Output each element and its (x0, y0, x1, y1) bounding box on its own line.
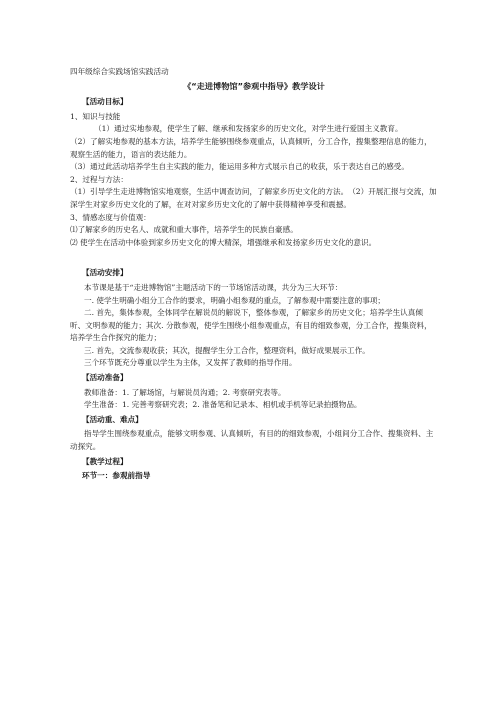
goals-item-2: （2）了解实地参观的基本方法，培养学生能够围绕参观重点，认真倾听，分工合作，搜集整理信息的能力，观察生活的能力，语言的表达能力。 (70, 136, 432, 159)
goals-item-3: （3）通过此活动培养学生自主实践的能力，能运用多种方式展示自己的收获，乐于表达自己的感受。 (70, 162, 409, 172)
goals-process: 2、过程与方法： (70, 174, 128, 184)
prep-student: 学生准备：1. 完善考察研究表；2. 准备笔和记录本、相机或手机等记录拍摄物品。 (84, 400, 362, 410)
document-body (70, 66, 438, 485)
heading-goals: 【活动目标】 (82, 97, 128, 107)
focus-text: 指导学生围绕参观重点，能够文明参观、认真倾听，有目的的细致参观，小组间分工合作、搜集资料、主动探究。 (70, 429, 434, 452)
goals-process-items: （1）引导学生走进博物馆实地观察，生活中调查访问，了解家乡历史文化的方法。 （2）开展汇报与交流，加深学生对家乡历史文化的了解，在对对家乡历史文化的了解中获得精神享受和震撼。 (70, 187, 437, 209)
prep-teacher: 教师准备：1. 了解场馆，与解说员沟通；2. 考察研究表等。 (84, 387, 286, 397)
process-step-1: 环节一：参观前指导 (82, 471, 151, 481)
goals-knowledge: 1、知识与技能 (70, 111, 121, 121)
section-gap (70, 249, 438, 265)
document-title: 《“走进博物馆”参观中指导》教学设计 (183, 80, 325, 91)
heading-process: 【教学过程】 (82, 456, 128, 466)
heading-focus: 【活动重、难点】 (82, 414, 143, 424)
arrangement-intro: 本节课是基于“走进博物馆”主题活动下的一节场馆活动课，共分为三大环节： (84, 282, 343, 292)
arrangement-summary: 三个环节既充分尊重以学生为主体，又发挥了教师的指导作用。 (84, 358, 297, 368)
goals-item-1: （1）通过实地参观，使学生了解、继承和发扬家乡的历史文化，对学生进行爱国主义教育。 (94, 124, 403, 134)
pretitle: 四年级综合实践场馆实践活动 (70, 67, 169, 76)
goals-attitude: 3、情感态度与价值观： (70, 212, 151, 222)
arrangement-step-3: 三. 首先，交流参观收获；其次，提醒学生分工合作，整理资料，做好成果展示工作。 (84, 345, 370, 355)
arrangement-step-2: 二. 首先，集体参观，全体同学在解说员的解说下，整体参观，了解家乡的历史文化；培养学生认真倾听、文明参观的能力；其次. 分散参观，使学生围绕小组参观重点，有目的细致参观，分工合作，搜集资料，培养学生合作探究的能力； (70, 308, 432, 343)
arrangement-step-1: 一. 使学生明确小组分工合作的要求，明确小组参观的重点，了解参观中需要注意的事项； (84, 295, 385, 305)
heading-prep: 【活动准备】 (82, 373, 128, 383)
goals-attitude-1: ⑴了解家乡的历史名人、成就和重大事件，培养学生的民族自豪感。 (70, 225, 298, 235)
goals-attitude-2: ⑵ 使学生在活动中体验到家乡历史文化的博大精深，增强继承和发扬家乡历史文化的意识。 (70, 237, 377, 247)
heading-arrangement: 【活动安排】 (82, 268, 128, 278)
